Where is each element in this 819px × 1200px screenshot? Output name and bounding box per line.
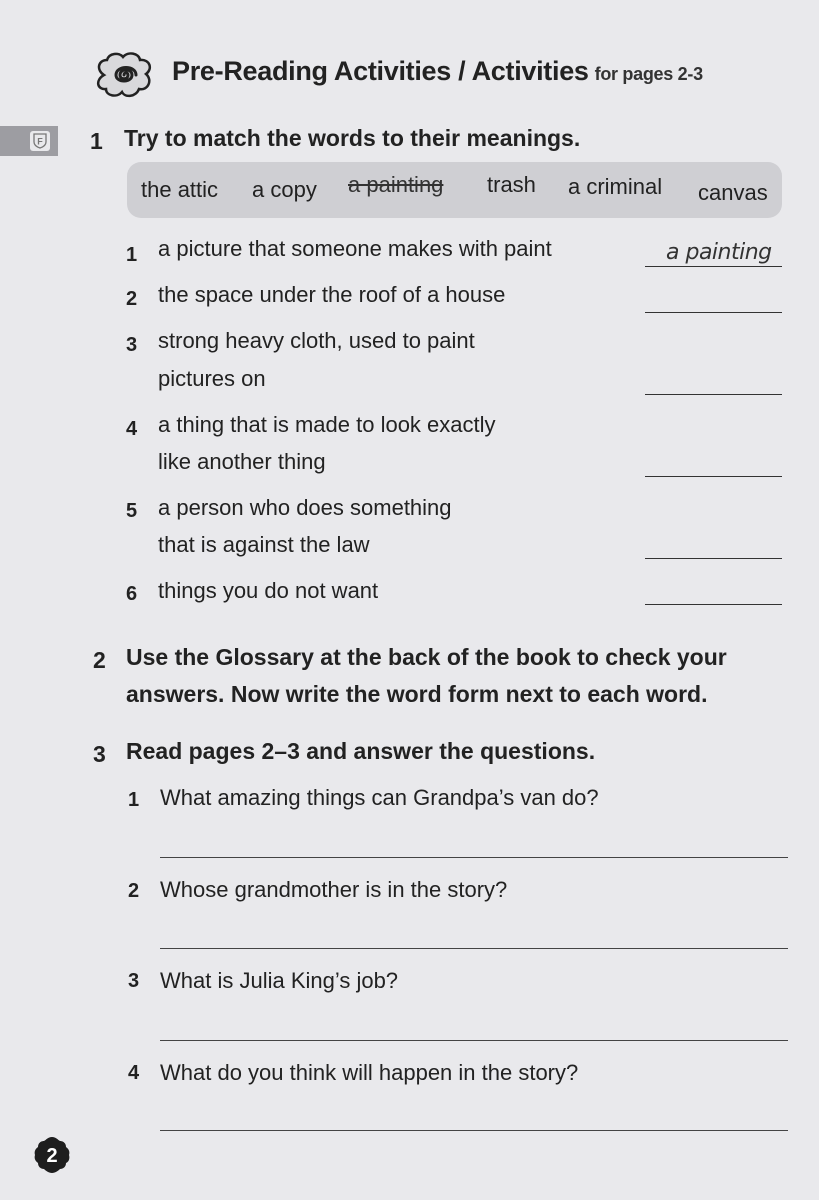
answer-line[interactable] xyxy=(160,1040,788,1041)
item-definition: the space under the roof of a house xyxy=(158,282,506,307)
question-text: Whose grandmother is in the story? xyxy=(160,877,508,902)
item-number: 6 xyxy=(126,583,138,605)
answer-line[interactable] xyxy=(160,857,788,858)
answer-blank[interactable] xyxy=(645,312,782,313)
q3-instruction: Read pages 2–3 and answer the questions. xyxy=(126,738,596,764)
answer-blank[interactable] xyxy=(645,604,782,605)
answer-blank[interactable] xyxy=(645,476,782,477)
q2-instruction-line: answers. Now write the word form next to each word. xyxy=(126,681,708,707)
title-subtitle: for pages 2-3 xyxy=(594,64,703,84)
question-text: What do you think will happen in the story? xyxy=(160,1060,579,1085)
question-number: 1 xyxy=(128,789,140,811)
item-number: 2 xyxy=(126,288,138,310)
item-number: 5 xyxy=(126,500,138,522)
badge-shield-icon xyxy=(32,133,48,149)
q1-instruction: Try to match the words to their meanings. xyxy=(124,125,581,151)
item-number: 3 xyxy=(126,334,138,356)
item-definition: a picture that someone makes with paint xyxy=(158,236,552,261)
badge-square xyxy=(30,131,50,151)
page-title xyxy=(172,56,703,87)
item-number: 4 xyxy=(126,418,138,440)
page-number: 2 xyxy=(46,1145,58,1167)
question-text: What amazing things can Grandpa’s van do? xyxy=(160,785,599,810)
question-number: 2 xyxy=(128,880,140,902)
q2-number: 2 xyxy=(93,647,106,673)
answer-line[interactable] xyxy=(160,948,788,949)
q3-number: 3 xyxy=(93,741,106,767)
word-bank xyxy=(127,162,782,218)
badge-letter: F xyxy=(37,136,43,147)
item-definition: strong heavy cloth, used to paint xyxy=(158,328,475,353)
word-bank-item: trash xyxy=(487,172,536,197)
title-text: Pre-Reading Activities / Activities xyxy=(172,56,589,86)
item-definition: pictures on xyxy=(158,366,266,391)
word-bank-item: a copy xyxy=(252,177,317,202)
page-number-badge xyxy=(32,1135,72,1175)
answer-blank[interactable] xyxy=(645,558,782,559)
item-definition: like another thing xyxy=(158,449,326,474)
word-bank-item: a criminal xyxy=(568,174,663,199)
item-definition: a person who does something xyxy=(158,495,452,520)
question-number: 3 xyxy=(128,970,140,992)
q1-number: 1 xyxy=(90,128,103,154)
item-definition: that is against the law xyxy=(158,532,370,557)
item-definition: a thing that is made to look exactly xyxy=(158,412,496,437)
answer-line[interactable] xyxy=(160,1130,788,1131)
question-text: What is Julia King’s job? xyxy=(160,968,399,993)
q2-instruction-line: Use the Glossary at the back of the book to check your xyxy=(126,644,727,670)
answer-blank[interactable] xyxy=(645,266,782,267)
answer-blank[interactable] xyxy=(645,394,782,395)
level-badge xyxy=(0,126,58,156)
handwritten-answer: a painting xyxy=(666,240,772,265)
item-definition: things you do not want xyxy=(158,578,379,603)
word-bank-item: canvas xyxy=(698,180,768,205)
question-number: 4 xyxy=(128,1062,140,1084)
swirl-logo-icon xyxy=(90,50,158,100)
word-bank-item-crossed: a painting xyxy=(348,172,444,197)
item-number: 1 xyxy=(126,244,138,266)
word-bank-item: the attic xyxy=(141,177,219,202)
